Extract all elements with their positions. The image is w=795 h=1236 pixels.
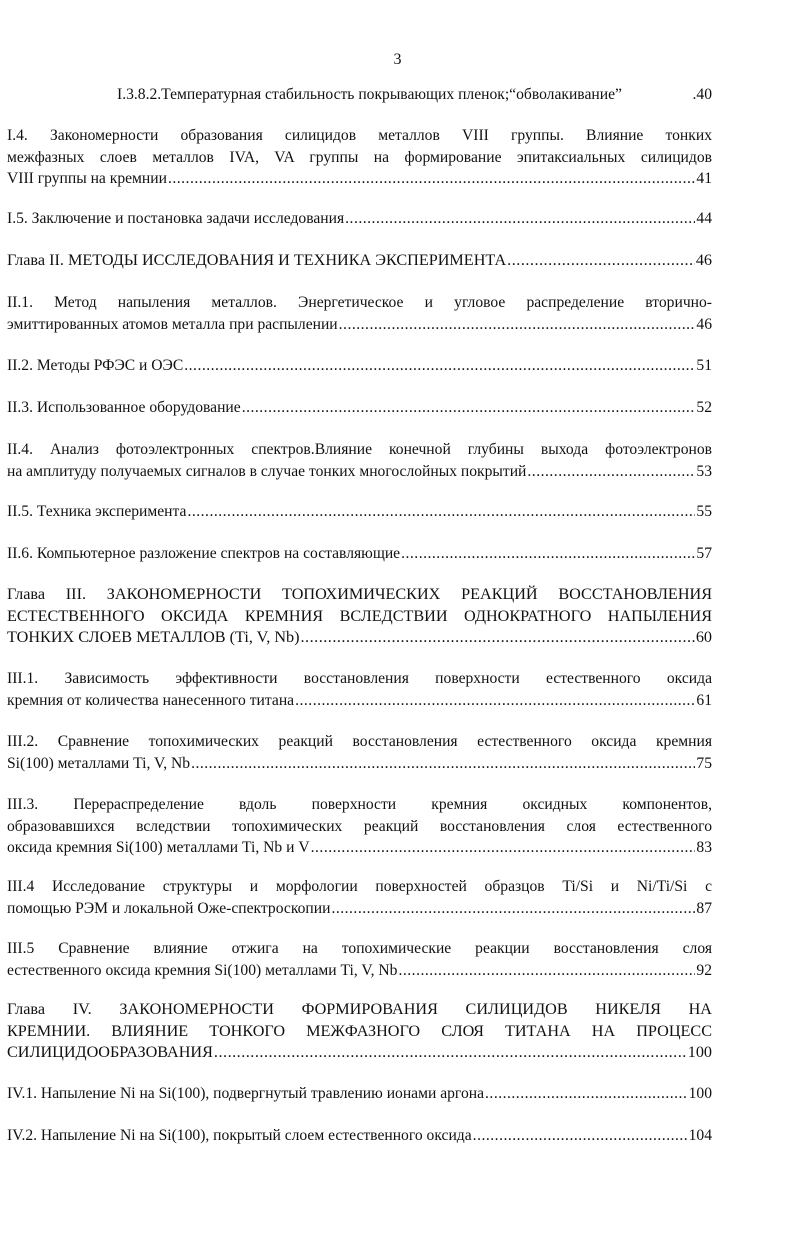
toc-entry-1-5[interactable] <box>7 208 712 230</box>
toc-entry-4-1[interactable] <box>7 1083 712 1105</box>
toc-entry-page: 75 <box>696 754 712 772</box>
toc-entry-title: II.2. Методы РФЭС и ОЭС <box>7 357 184 374</box>
toc-entry-page: 104 <box>688 1127 712 1144</box>
toc-entry-line: II.4. Анализ фотоэлектронных спектров.Влияние конечной глубины выхода фотоэлектронов <box>7 441 712 458</box>
toc-entry-line: III.5 Сравнение влияние отжига на топохимические реакции восстановления слоя <box>7 940 712 957</box>
toc-entry-page: 46 <box>696 315 712 333</box>
toc-leader-dots <box>184 355 695 377</box>
toc-entry-3-3[interactable] <box>7 794 712 859</box>
toc-entry-chapter-4[interactable] <box>7 999 712 1064</box>
toc-entry-page: 41 <box>696 170 712 187</box>
toc-entry-page: 92 <box>696 961 712 979</box>
toc-entry-title: I.3.8.2.Температурная стабильность покрывающих пленок;“обволакивание” <box>117 86 622 103</box>
toc-entry-page: 60 <box>695 628 712 646</box>
toc-leader-dots <box>345 208 695 230</box>
toc-entry-line: КРЕМНИИ. ВЛИЯНИЕ ТОНКОГО МЕЖФАЗНОГО СЛОЯ ТИТАНА НА ПРОЦЕСС <box>7 1021 712 1040</box>
toc-entry-line: Глава III. ЗАКОНОМЕРНОСТИ ТОПОХИМИЧЕСКИХ РЕАКЦИЙ ВОССТАНОВЛЕНИЯ <box>7 585 712 603</box>
toc-leader-dots <box>187 501 695 523</box>
toc-entry-page: 87 <box>696 899 712 917</box>
toc-entry-2-3[interactable] <box>7 397 712 419</box>
toc-entry-line: I.4. Закономерности образования силицидов металлов VIII группы. Влияние тонких <box>7 127 712 144</box>
toc-entry-1-3-8-2[interactable]: I.3.8.2.Температурная стабильность покрывающих пленок;“обволакивание” . 40 <box>117 84 712 106</box>
toc-entry-4-2[interactable] <box>7 1125 712 1147</box>
toc-entry-3-1[interactable] <box>7 668 712 711</box>
toc-entry-title: СИЛИЦИДООБРАЗОВАНИЯ <box>7 1043 213 1061</box>
toc-entry-2-5[interactable] <box>7 501 712 523</box>
toc-leader-dots <box>507 250 695 272</box>
toc-leader-dots <box>398 960 695 982</box>
toc-entry-title: Глава II. МЕТОДЫ ИССЛЕДОВАНИЯ И ТЕХНИКА ЭКСПЕРИМЕНТА <box>7 251 507 269</box>
toc-leader-dots <box>214 1042 687 1064</box>
toc-leader-dots <box>485 1083 688 1105</box>
toc-entry-line: III.4 Исследование структуры и морфологии поверхностей образцов Ti/Si и Ni/Ti/Si с <box>7 878 712 895</box>
toc-entry-chapter-2[interactable] <box>7 250 712 272</box>
toc-entry-3-5[interactable] <box>7 938 712 981</box>
toc-leader-dots <box>339 314 696 336</box>
toc-entry-page: 100 <box>687 1043 712 1061</box>
toc-leader-dots <box>527 461 695 483</box>
toc-entry-3-2[interactable] <box>7 731 712 774</box>
toc-entry-page: 40 <box>696 86 712 103</box>
toc-entry-line: III.1. Зависимость эффективности восстановления поверхности естественного оксида <box>7 670 712 687</box>
toc-entry-title: II.6. Компьютерное разложение спектров на составляющие <box>7 545 401 562</box>
toc-entry-line: ЕСТЕСТВЕННОГО ОКСИДА КРЕМНИЯ ВСЛЕДСТВИИ ОДНОКРАТНОГО НАПЫЛЕНИЯ <box>7 606 712 625</box>
toc-entry-chapter-3[interactable] <box>7 584 712 649</box>
toc-entry-2-1[interactable] <box>7 292 712 335</box>
toc-entry-title: I.5. Заключение и постановка задачи исследования <box>7 210 345 227</box>
toc-entry-title: Si(100) металлами Ti, V, Nb <box>7 754 191 772</box>
toc-entry-title: II.3. Использованное оборудование <box>7 399 241 416</box>
toc-entry-page: 53 <box>696 462 712 480</box>
toc-entry-line: межфазных слоев металлов IVA, VA группы на формирование эпитаксиальных силицидов <box>7 148 712 166</box>
toc-entry-line: II.1. Метод напыления металлов. Энергетическое и угловое распределение вторично- <box>7 294 712 311</box>
toc-entry-title: кремния от количества нанесенного титана <box>7 691 295 709</box>
toc-leader-dots <box>401 543 695 565</box>
toc-entry-page: 61 <box>696 691 712 709</box>
toc-entry-line: образовавшихся вследствии топохимических реакций восстановления слоя естественного <box>7 817 712 835</box>
toc-entry-line: III.3. Перераспределение вдоль поверхности кремния оксидных компонентов, <box>7 796 712 813</box>
toc-entry-1-4[interactable] <box>7 125 712 190</box>
toc-entry-page: 83 <box>696 839 712 856</box>
toc-leader-dots <box>301 627 695 649</box>
toc-entry-title: эмиттированных атомов металла при распылении <box>7 315 338 333</box>
toc-entry-title: ТОНКИХ СЛОЕВ МЕТАЛЛОВ (Ti, V, Nb) <box>7 628 300 646</box>
toc-entry-page: 57 <box>696 545 712 562</box>
toc-entry-page: 46 <box>695 251 712 269</box>
page-number: 3 <box>393 51 402 68</box>
toc-leader-dots <box>331 898 695 920</box>
toc-leader-dots <box>311 837 696 859</box>
toc-leader-dots <box>473 1125 688 1147</box>
toc-entry-title: на амплитуду получаемых сигналов в случае тонких многослойных покрытий <box>7 462 527 480</box>
toc-entry-2-6[interactable] <box>7 543 712 565</box>
toc-entry-3-4[interactable] <box>7 876 712 919</box>
toc-leader-dots <box>191 753 695 775</box>
toc-entry-title: оксида кремния Si(100) металлами Ti, Nb и V <box>7 839 310 856</box>
toc-entry-2-2[interactable] <box>7 355 712 377</box>
toc-entry-page: 100 <box>688 1085 712 1102</box>
toc-entry-title: II.5. Техника эксперимента <box>7 503 187 520</box>
toc-entry-page: 52 <box>696 399 712 416</box>
toc-entry-title: IV.2. Напыление Ni на Si(100), покрытый слоем естественного оксида <box>7 1127 472 1144</box>
toc-entry-2-4[interactable] <box>7 439 712 482</box>
toc-entry-page: 44 <box>696 210 712 227</box>
toc-leader-dots <box>168 168 695 190</box>
toc-entry-title: помощью РЭМ и локальной Оже-спектроскопии <box>7 899 331 917</box>
toc-leader-dots <box>242 397 696 419</box>
toc-entry-title: VIII группы на кремнии <box>7 170 167 187</box>
toc-entry-title: IV.1. Напыление Ni на Si(100), подвергнутый травлению ионами аргона <box>7 1085 485 1102</box>
toc-entry-line: III.2. Сравнение топохимических реакций восстановления естественного оксида кремния <box>7 733 712 750</box>
toc-leader-dots <box>295 690 695 712</box>
toc-entry-line: Глава IV. ЗАКОНОМЕРНОСТИ ФОРМИРОВАНИЯ СИЛИЦИДОВ НИКЕЛЯ НА <box>7 1000 712 1018</box>
toc-entry-page: 51 <box>696 357 712 374</box>
toc-entry-page: 55 <box>696 503 712 520</box>
toc-entry-title: естественного оксида кремния Si(100) металлами Ti, V, Nb <box>7 961 398 979</box>
